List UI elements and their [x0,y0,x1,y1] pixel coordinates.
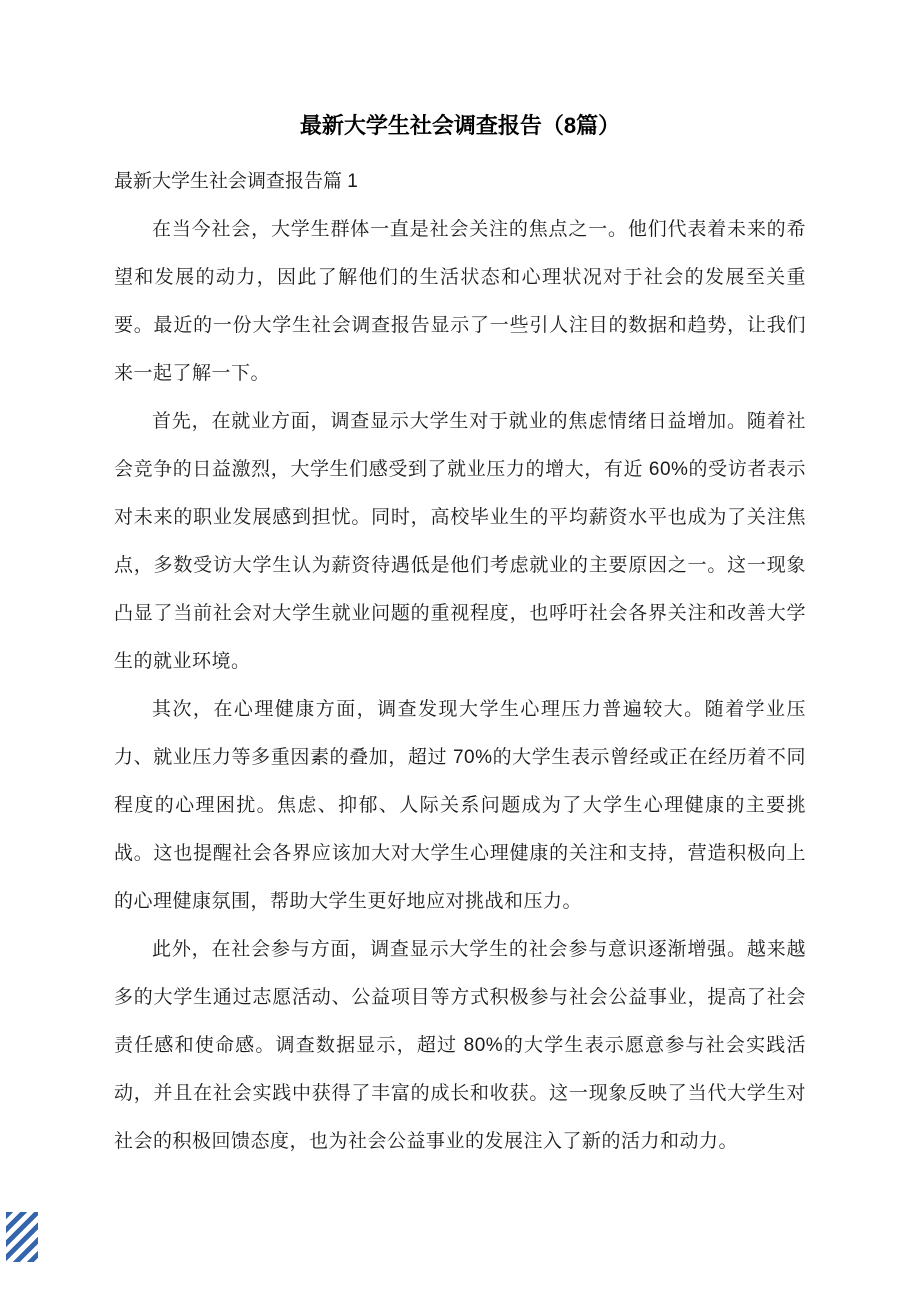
paragraph-1: 在当今社会，大学生群体一直是社会关注的焦点之一。他们代表着未来的希望和发展的动力，因此了解他们的生活状态和心理状况对于社会的发展至关重要。最近的一份大学生社会调查报告显示了一些引人注目的数据和趋势，让我们来一起了解一下。 [114,219,806,384]
paragraph-2: 首先，在就业方面，调查显示大学生对于就业的焦虑情绪日益增加。随着社会竞争的日益激烈，大学生们感受到了就业压力的增大，有近 60%的受访者表示对未来的职业发展感到担忧。同时，高校毕业生的平均薪资水平也成为了关注焦点，多数受访大学生认为薪资待遇低是他们考虑就业的主要原因之一。这一现象凸显了当前社会对大学生就业问题的重视程度，也呼吁社会各界关注和改善大学生的就业环境。 [114,411,806,672]
paragraph-4: 此外，在社会参与方面，调查显示大学生的社会参与意识逐渐增强。越来越多的大学生通过志愿活动、公益项目等方式积极参与社会公益事业，提高了社会责任感和使命感。调查数据显示，超过 80%的大学生表示愿意参与社会实践活动，并且在社会实践中获得了丰富的成长和收获。这一现象反映了当代大学生对社会的积极回馈态度，也为社会公益事业的发展注入了新的活力和动力。 [114,939,806,1152]
paragraph-3: 其次，在心理健康方面，调查发现大学生心理压力普遍较大。随着学业压力、就业压力等多重因素的叠加，超过 70%的大学生表示曾经或正在经历着不同程度的心理困扰。焦虑、抑郁、人际关系问题成为了大学生心理健康的主要挑战。这也提醒社会各界应该加大对大学生心理健康的关注和支持，营造积极向上的心理健康氛围，帮助大学生更好地应对挑战和压力。 [114,699,806,912]
corner-stripe-decoration [6,1212,38,1262]
section-heading: 最新大学生社会调查报告篇 1 [114,171,358,192]
document-title: 最新大学生社会调查报告（8篇） [299,113,621,138]
